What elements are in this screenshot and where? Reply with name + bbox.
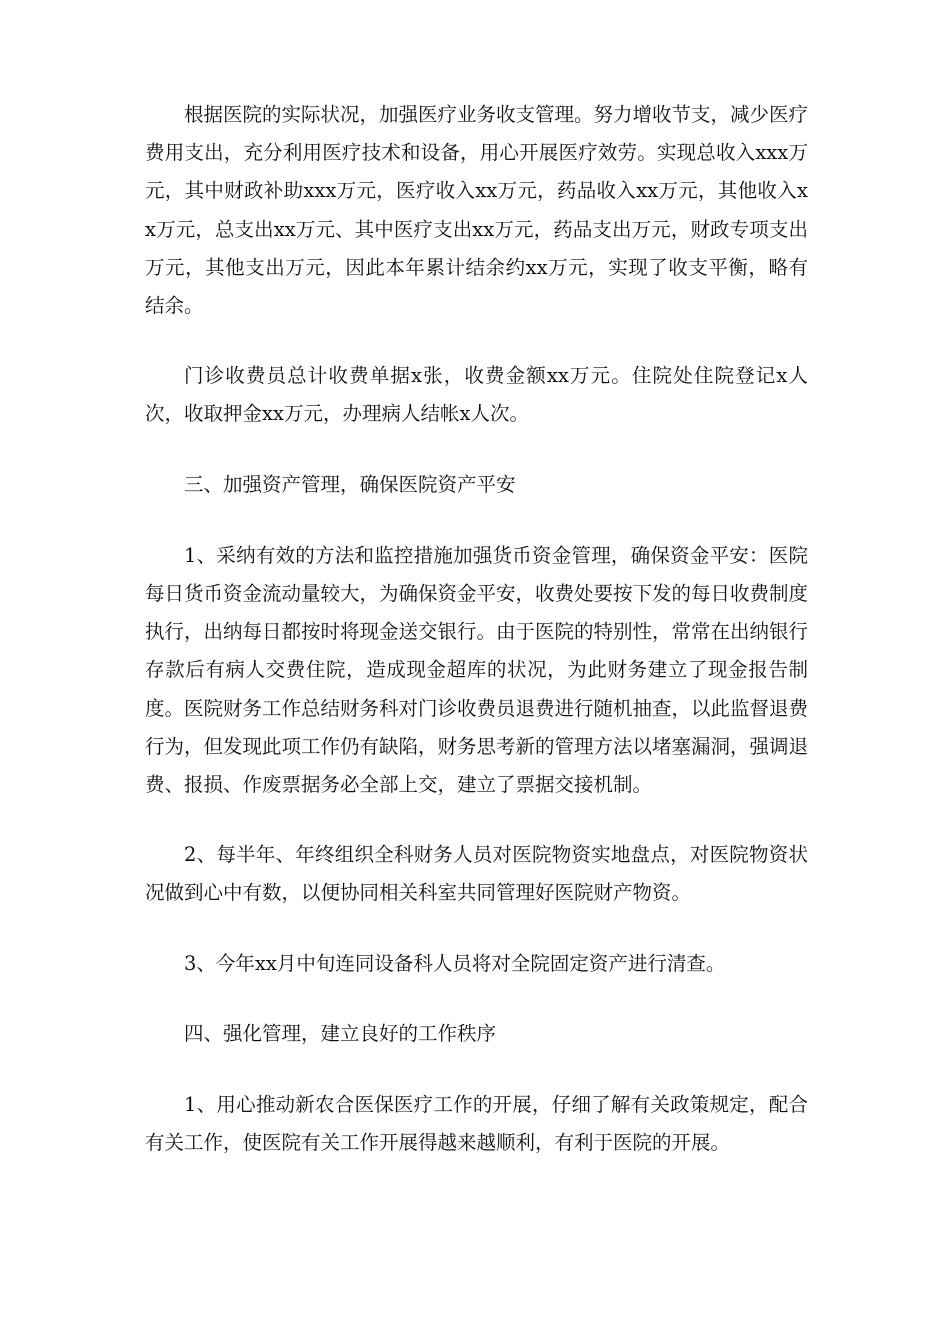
paragraph-cash-management: 1、采纳有效的方法和监控措施加强货币资金管理，确保资金平安：医院每日货币资金流动量较大，为确保资金平安，收费处要按下发的每日收费制度执行，出纳每日都按时将现金送交银行。由于医院的特别性，常常在出纳银行存款后有病人交费住院，造成现金超库的状况，为此财务建立了现金报告制度。医院财务工作总结财务科对门诊收费员退费进行随机抽查，以此监督退费行为，但发现此项工作仍有缺陷，财务思考新的管理方法以堵塞漏洞，强调退费、报损、作废票据务必全部上交，建立了票据交接机制。 <box>145 543 809 797</box>
document-body <box>145 96 808 1194</box>
section-heading-asset-management: 三、加强资产管理，确保医院资产平安 <box>184 472 516 496</box>
paragraph-inventory-check: 2、每半年、年终组织全科财务人员对医院物资实地盘点，对医院物资状况做到心中有数，以便协同相关科室共同管理好医院财产物资。 <box>145 843 808 905</box>
paragraph-rural-insurance: 1、用心推动新农合医保医疗工作的开展，仔细了解有关政策规定，配合有关工作，使医院有关工作开展得越来越顺利，有利于医院的开展。 <box>145 1093 808 1155</box>
paragraph-fixed-asset-audit: 3、今年xx月中旬连同设备科人员将对全院固定资产进行清查。 <box>184 951 726 975</box>
section-heading-work-order: 四、强化管理，建立良好的工作秩序 <box>184 1021 497 1045</box>
paragraph-billing-stats: 门诊收费员总计收费单据x张，收费金额xx万元。住院处住院登记x人次，收取押金xx万元，办理病人结帐x人次。 <box>145 364 808 426</box>
paragraph-income-summary: 根据医院的实际状况，加强医疗业务收支管理。努力增收节支，减少医疗费用支出，充分利用医疗技术和设备，用心开展医疗效劳。实现总收入xxx万元，其中财政补助xxx万元，医疗收入xx万元，药品收入xx万元，其他收入xx万元，总支出xx万元、其中医疗支出xx万元，药品支出万元，财政专项支出万元，其他支出万元，因此本年累计结余约xx万元，实现了收支平衡，略有结余。 <box>145 103 809 318</box>
